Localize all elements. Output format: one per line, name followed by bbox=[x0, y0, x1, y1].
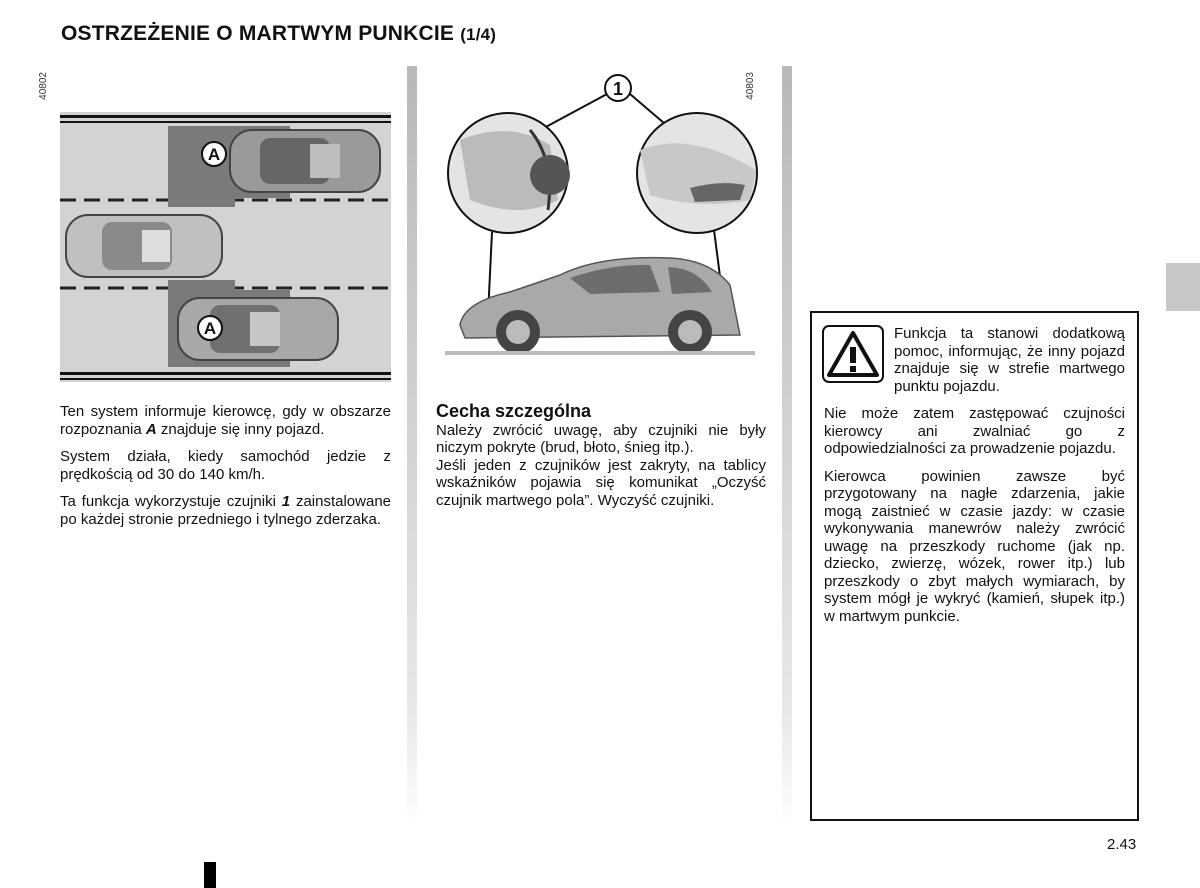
paragraph: Należy zwrócić uwagę, aby czujniki nie były niczym pokryte (brud, błoto, śnieg itp.). bbox=[436, 421, 766, 456]
section-tab bbox=[1166, 263, 1200, 311]
column-divider-left bbox=[407, 66, 417, 826]
warning-box bbox=[810, 311, 1139, 821]
paragraph: Ten system informuje kierowcę, gdy w obszarze rozpoznania A znajduje się inny pojazd. bbox=[60, 403, 391, 438]
page-title bbox=[61, 22, 496, 46]
car-own bbox=[66, 215, 222, 277]
left-column-text bbox=[60, 403, 391, 538]
zone-label-a: A bbox=[207, 145, 221, 164]
zone-label-a: A bbox=[203, 319, 217, 338]
page-title-main: OSTRZEŻENIE O MARTWYM PUNKCIE bbox=[61, 22, 455, 45]
figure-code: 40802 bbox=[38, 72, 49, 100]
paragraph: Ta funkcja wykorzystuje czujniki 1 zainstalowane po każdej stronie przedniego i tylnego zderzaka. bbox=[60, 493, 392, 528]
page-number: 2.43 bbox=[1107, 836, 1137, 853]
column-divider-right bbox=[782, 66, 792, 826]
crop-mark bbox=[204, 862, 216, 888]
car-side-view bbox=[460, 258, 740, 354]
section-heading: Cecha szczególna bbox=[436, 401, 592, 421]
page-title-part: (1/4) bbox=[460, 25, 497, 44]
sensor-location-diagram bbox=[440, 70, 765, 360]
middle-column-text bbox=[436, 403, 766, 519]
paragraph: Nie może zatem zastępować czujności kierowcy ani zwalniać go z odpowiedzialności za prowadzenie pojazdu. bbox=[824, 405, 1125, 457]
car-top bbox=[230, 130, 380, 192]
paragraph: Funkcja ta stanowi dodatkową pomoc, informując, że inny pojazd znajduje się w strefie martwego punktu pojazdu. bbox=[894, 325, 1125, 395]
paragraph: System działa, kiedy samochód jedzie z prędkością od 30 do 140 km/h. bbox=[60, 448, 391, 483]
callout-number: 1 bbox=[612, 79, 624, 99]
paragraph: Jeśli jeden z czujników jest zakryty, na tablicy wskaźników pojawia się komunikat „Oczyść czujnik martwego pola”. Wyczyść czujniki. bbox=[436, 456, 766, 509]
paragraph: Kierowca powinien zawsze być przygotowany na nagłe zdarzenia, jakie mogą zaistnieć w czasie jazdy: w czasie wykonywania manewrów należy zwrócić uwagę na przeszkody ruchome (jak np. dziecko, zwierzę, wózek, rower itp.) lub przeszkody o zbyt małych wymiarach, by system mógł je wykryć (kamień, słupek itp.) w martwym punkcie. bbox=[824, 467, 1125, 625]
blind-spot-diagram bbox=[60, 112, 391, 382]
figure-code: 40803 bbox=[745, 72, 756, 100]
